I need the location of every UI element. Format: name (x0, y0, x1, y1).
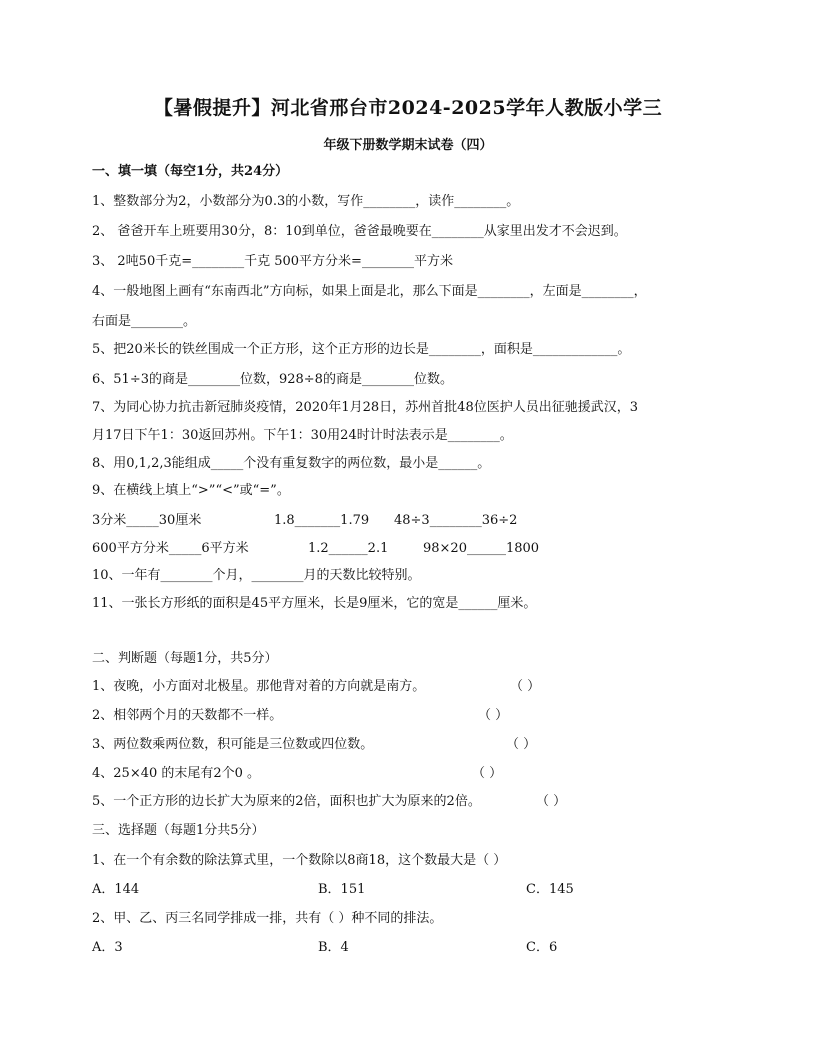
s1-question-6: 6、51÷3的商是________位数，928÷8的商是________位数。 (92, 372, 453, 387)
s2-answer-bracket-1[interactable]: （ ） (510, 679, 541, 694)
section2-heading: 二、判断题（每题1分，共5分） (92, 651, 278, 666)
section1-heading: 一、填一填（每空1分，共24分） (92, 164, 289, 179)
s1-question-4-line1: 4、一般地图上画有“东南西北”方向标，如果上面是北，那么下面是________，左面是________， (92, 284, 647, 299)
exam-title-line2: 年级下册数学期末试卷（四） (323, 138, 493, 153)
s2-answer-bracket-4[interactable]: （ ） (472, 766, 503, 781)
s1-question-5: 5、把20米长的铁丝围成一个正方形，这个正方形的边长是________，面积是_____________。 (92, 342, 631, 357)
s1-question-9: 9、在横线上填上“>”“<”或“=”。 (92, 483, 290, 498)
s3-question-1: 1、在一个有余数的除法算式里，一个数除以8商18，这个数最大是（ ） (92, 853, 507, 868)
s1-question-2: 2、 爸爸开车上班要用30分，8：10到单位，爸爸最晚要在________从家里出发才不会迟到。 (92, 224, 627, 239)
q9-row1-item3: 48÷3________36÷2 (394, 513, 518, 528)
q9-row1-item1: 3分米_____30厘米 (92, 513, 202, 528)
s2-question-4: 4、25×40 的末尾有2个0 。 (92, 766, 261, 781)
s1-question-10: 10、一年有________个月，________月的天数比较特别。 (92, 568, 421, 583)
s3-q1-option-b[interactable]: B．151 (318, 882, 366, 897)
s2-question-3: 3、两位数乘两位数，积可能是三位数或四位数。 (92, 737, 374, 752)
s3-q2-option-a[interactable]: A．3 (92, 940, 123, 955)
s3-q1-option-c[interactable]: C．145 (526, 882, 574, 897)
s1-question-11: 11、一张长方形纸的面积是45平方厘米，长是9厘米，它的宽是______厘米。 (92, 596, 537, 611)
s3-q2-option-c[interactable]: C．6 (526, 940, 558, 955)
s2-question-5: 5、一个正方形的边长扩大为原来的2倍，面积也扩大为原来的2倍。 (92, 794, 481, 809)
s3-q1-option-a[interactable]: A．144 (92, 882, 140, 897)
s3-question-2: 2、甲、乙、丙三名同学排成一排，共有（ ）种不同的排法。 (92, 911, 443, 926)
s2-answer-bracket-3[interactable]: （ ） (506, 737, 537, 752)
s2-question-1: 1、夜晚，小方面对北极星。那他背对着的方向就是南方。 (92, 679, 426, 694)
exam-title-line1: 【暑假提升】河北省邢台市2024-2025学年人教版小学三 (153, 97, 663, 119)
s1-question-3: 3、 2吨50千克=________千克 500平方分米=________平方米 (92, 254, 453, 269)
s3-q2-option-b[interactable]: B．4 (318, 940, 349, 955)
q9-row1-item2: 1.8_______1.79 (274, 513, 370, 528)
q9-row2-item2: 1.2______2.1 (308, 541, 389, 556)
section3-heading: 三、选择题（每题1分共5分） (92, 823, 265, 838)
q9-row2-item1: 600平方分米_____6平方米 (92, 541, 249, 556)
q9-row2-item3: 98×20______1800 (423, 541, 540, 556)
s1-question-7-line1: 7、为同心协力抗击新冠肺炎疫情，2020年1月28日，苏州首批48位医护人员出征驰援武汉，3 (92, 400, 638, 415)
s2-question-2: 2、相邻两个月的天数都不一样。 (92, 708, 283, 723)
s1-question-4-line2: 右面是________。 (92, 314, 197, 329)
s1-question-8: 8、用0,1,2,3能组成_____个没有重复数字的两位数，最小是______。 (92, 456, 491, 471)
s1-question-7-line2: 月17日下午1：30返回苏州。下午1：30用24时计时法表示是________。 (92, 428, 513, 443)
s2-answer-bracket-5[interactable]: （ ） (536, 794, 567, 809)
s2-answer-bracket-2[interactable]: （ ） (478, 708, 509, 723)
s1-question-1: 1、整数部分为2，小数部分为0.3的小数，写作________，读作________。 (92, 194, 520, 209)
